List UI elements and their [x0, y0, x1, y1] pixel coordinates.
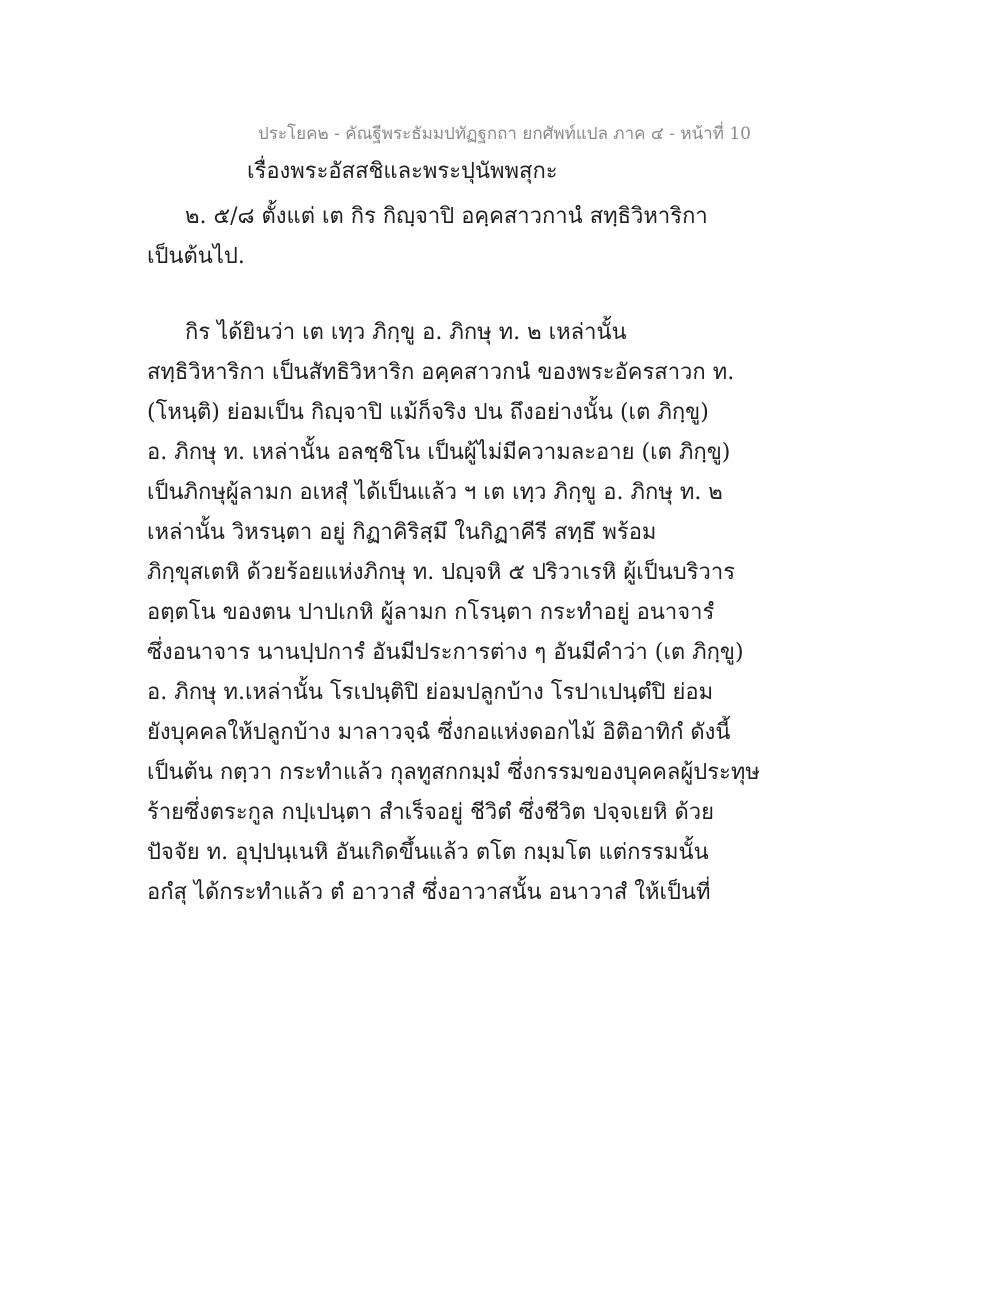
text-line: อ. ภิกษุ ท.เหล่านั้น โรเปนฺติปิ ย่อมปลูกบ้าง โรปาเปนฺตํปิ ย่อม	[147, 680, 714, 705]
text-line: ๒. ๕/๘ ตั้งแต่ เต กิร กิญฺจาปิ อคฺคสาวกานํ สทฺธิวิหาริกา	[185, 204, 708, 229]
text-line: อกํสุ ได้กระทำแล้ว ตํ อาวาสํ ซึ่งอาวาสนั้น อนาวาสํ ให้เป็นที่	[147, 880, 711, 905]
text-line: เป็นต้นไป.	[147, 244, 245, 269]
text-line: อตฺตโน ของตน ปาปเกหิ ผู้ลามก กโรนฺตา กระทำอยู่ อนาจารํ	[147, 600, 715, 625]
text-line: ภิกฺขุสเตหิ ด้วยร้อยแห่งภิกษุ ท. ปญฺจหิ ๕ ปริวาเรหิ ผู้เป็นบริวาร	[147, 560, 736, 585]
running-header: ประโยค๒ - คัณฐีพระธัมมปทัฏฐกถา ยกศัพท์แปล ภาค ๔ - หน้าที่ 10	[258, 124, 751, 144]
text-line: อ. ภิกษุ ท. เหล่านั้น อลชฺชิโน เป็นผู้ไม่มีความละอาย (เต ภิกฺขู)	[147, 440, 731, 465]
body-text	[147, 197, 760, 913]
text-line: (โหนฺติ) ย่อมเป็น กิญฺจาปิ แม้ก็จริง ปน ถึงอย่างนั้น (เต ภิกฺขู)	[147, 400, 709, 425]
text-line: ปัจจัย ท. อุปฺปนฺเนหิ อันเกิดขึ้นแล้ว ตโต กมฺมโต แต่กรรมนั้น	[147, 840, 709, 865]
text-line: ยังบุคคลให้ปลูกบ้าง มาลาวจฺฉํ ซึ่งกอแห่งดอกไม้ อิติอาทิกํ ดังนี้	[147, 720, 731, 745]
text-line: ร้ายซึ่งตระกูล กปฺเปนฺตา สำเร็จอยู่ ชีวิตํ ซึ่งชีวิต ปจฺจเยหิ ด้วย	[147, 800, 714, 825]
text-line: เป็นต้น กตฺวา กระทำแล้ว กุลทูสกกมฺมํ ซึ่งกรรมของบุคคลผู้ประทุษ	[147, 760, 760, 785]
text-line: สทฺธิวิหาริกา เป็นสัทธิวิหาริก อคฺคสาวกนํ ของพระอัครสาวก ท.	[147, 360, 735, 385]
story-title: เรื่องพระอัสสชิและพระปุนัพพสุกะ	[247, 159, 558, 184]
text-line: เหล่านั้น วิหรนฺตา อยู่ กิฏาคิริสฺมึ ในกิฏาคีรี สทฺธึ พร้อม	[147, 520, 657, 545]
text-line: ซึ่งอนาจาร นานปฺปการํ อันมีประการต่าง ๆ อันมีคำว่า (เต ภิกฺขู)	[147, 640, 744, 665]
paragraph-gap	[147, 277, 707, 313]
text-line: กิร ได้ยินว่า เต เทฺว ภิกฺขู อ. ภิกษุ ท. ๒ เหล่านั้น	[185, 320, 627, 345]
text-line: เป็นภิกษุผู้ลามก อเหสุํ ได้เป็นแล้ว ฯ เต เทฺว ภิกฺขู อ. ภิกษุ ท. ๒	[147, 480, 723, 505]
